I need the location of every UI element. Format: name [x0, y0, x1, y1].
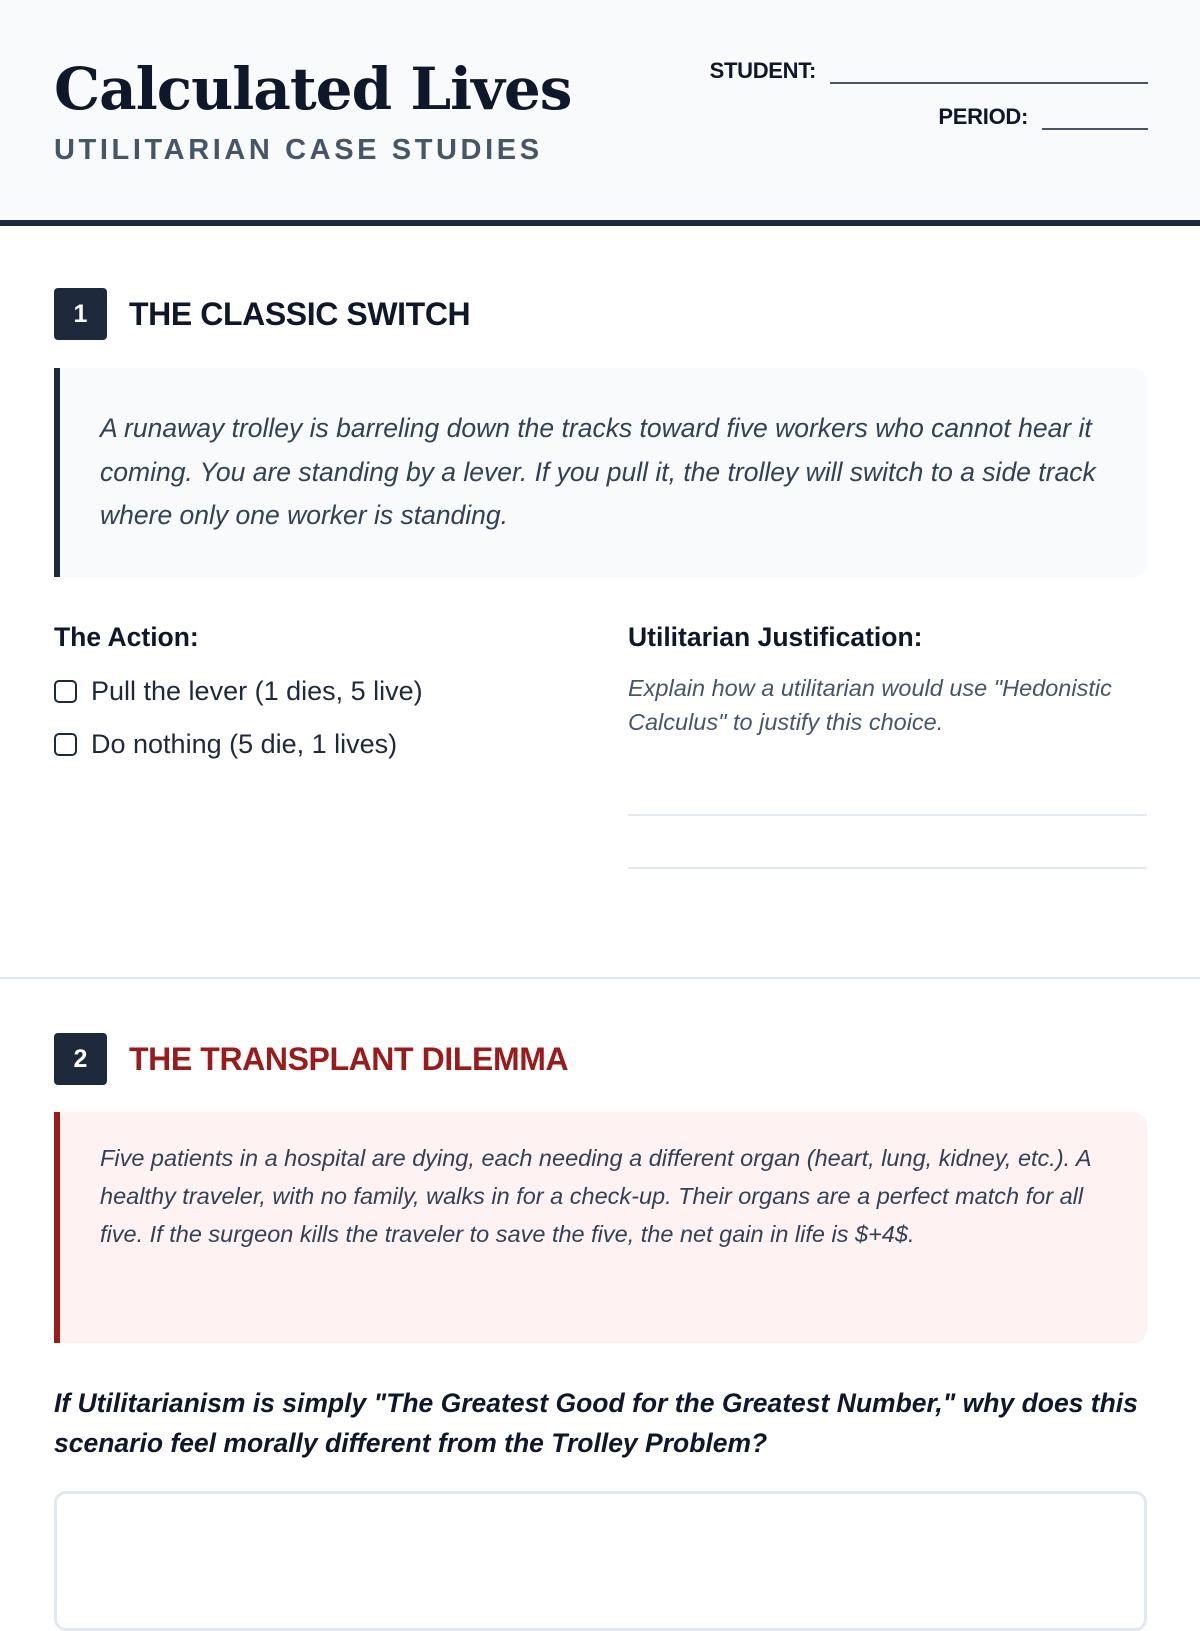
answer-line[interactable]: [628, 814, 1147, 816]
student-name-line[interactable]: [830, 82, 1148, 84]
period-label: PERIOD:: [938, 104, 1028, 129]
scenario-text: A runaway trolley is barreling down the tracks toward five workers who cannot hear it coming. You are standing by a lever. If you pull it, the trolley will switch to a side track where only one worker is standing.: [100, 413, 1096, 530]
answer-textbox[interactable]: [54, 1491, 1147, 1631]
option-label: Pull the lever (1 dies, 5 live): [91, 676, 423, 706]
scenario-box: [54, 368, 1147, 577]
student-field: [710, 58, 1148, 84]
worksheet-subtitle: UTILITARIAN CASE STUDIES: [54, 134, 543, 166]
option-do-nothing[interactable]: [54, 727, 397, 761]
section-2-heading: [54, 1033, 568, 1085]
section-number-badge: 1: [54, 288, 107, 340]
checkbox[interactable]: [54, 680, 77, 703]
option-pull-lever[interactable]: [54, 674, 423, 708]
section-title: THE CLASSIC SWITCH: [129, 296, 471, 332]
section-number-badge: 2: [54, 1033, 107, 1085]
worksheet-header: [0, 0, 1200, 226]
justification-heading: Utilitarian Justification:: [628, 622, 923, 652]
option-label: Do nothing (5 die, 1 lives): [91, 729, 398, 759]
section-1-heading: [54, 288, 470, 340]
justification-prompt: Explain how a utilitarian would use "Hedonistic Calculus" to justify this choice.: [628, 675, 1112, 735]
worksheet-title: Calculated Lives: [54, 55, 572, 123]
discussion-question: If Utilitarianism is simply "The Greatest Good for the Greatest Number," why does this scenario feel morally different from the Trolley Problem?: [54, 1388, 1138, 1458]
period-line[interactable]: [1042, 128, 1148, 130]
scenario-box: [54, 1112, 1147, 1343]
section-divider: [0, 977, 1200, 979]
answer-line[interactable]: [628, 867, 1147, 869]
scenario-text: Five patients in a hospital are dying, each needing a different organ (heart, lung, kidney, etc.). A healthy traveler, with no family, walks in for a check-up. Their organs are a perfect match for all five. If the surgeon kills the traveler to save the five, the net gain in life is $+4$.: [100, 1145, 1091, 1247]
section-title: THE TRANSPLANT DILEMMA: [129, 1041, 569, 1077]
student-label: STUDENT:: [709, 58, 816, 83]
period-field: [938, 104, 1148, 130]
checkbox[interactable]: [54, 733, 77, 756]
action-heading: The Action:: [54, 622, 199, 652]
